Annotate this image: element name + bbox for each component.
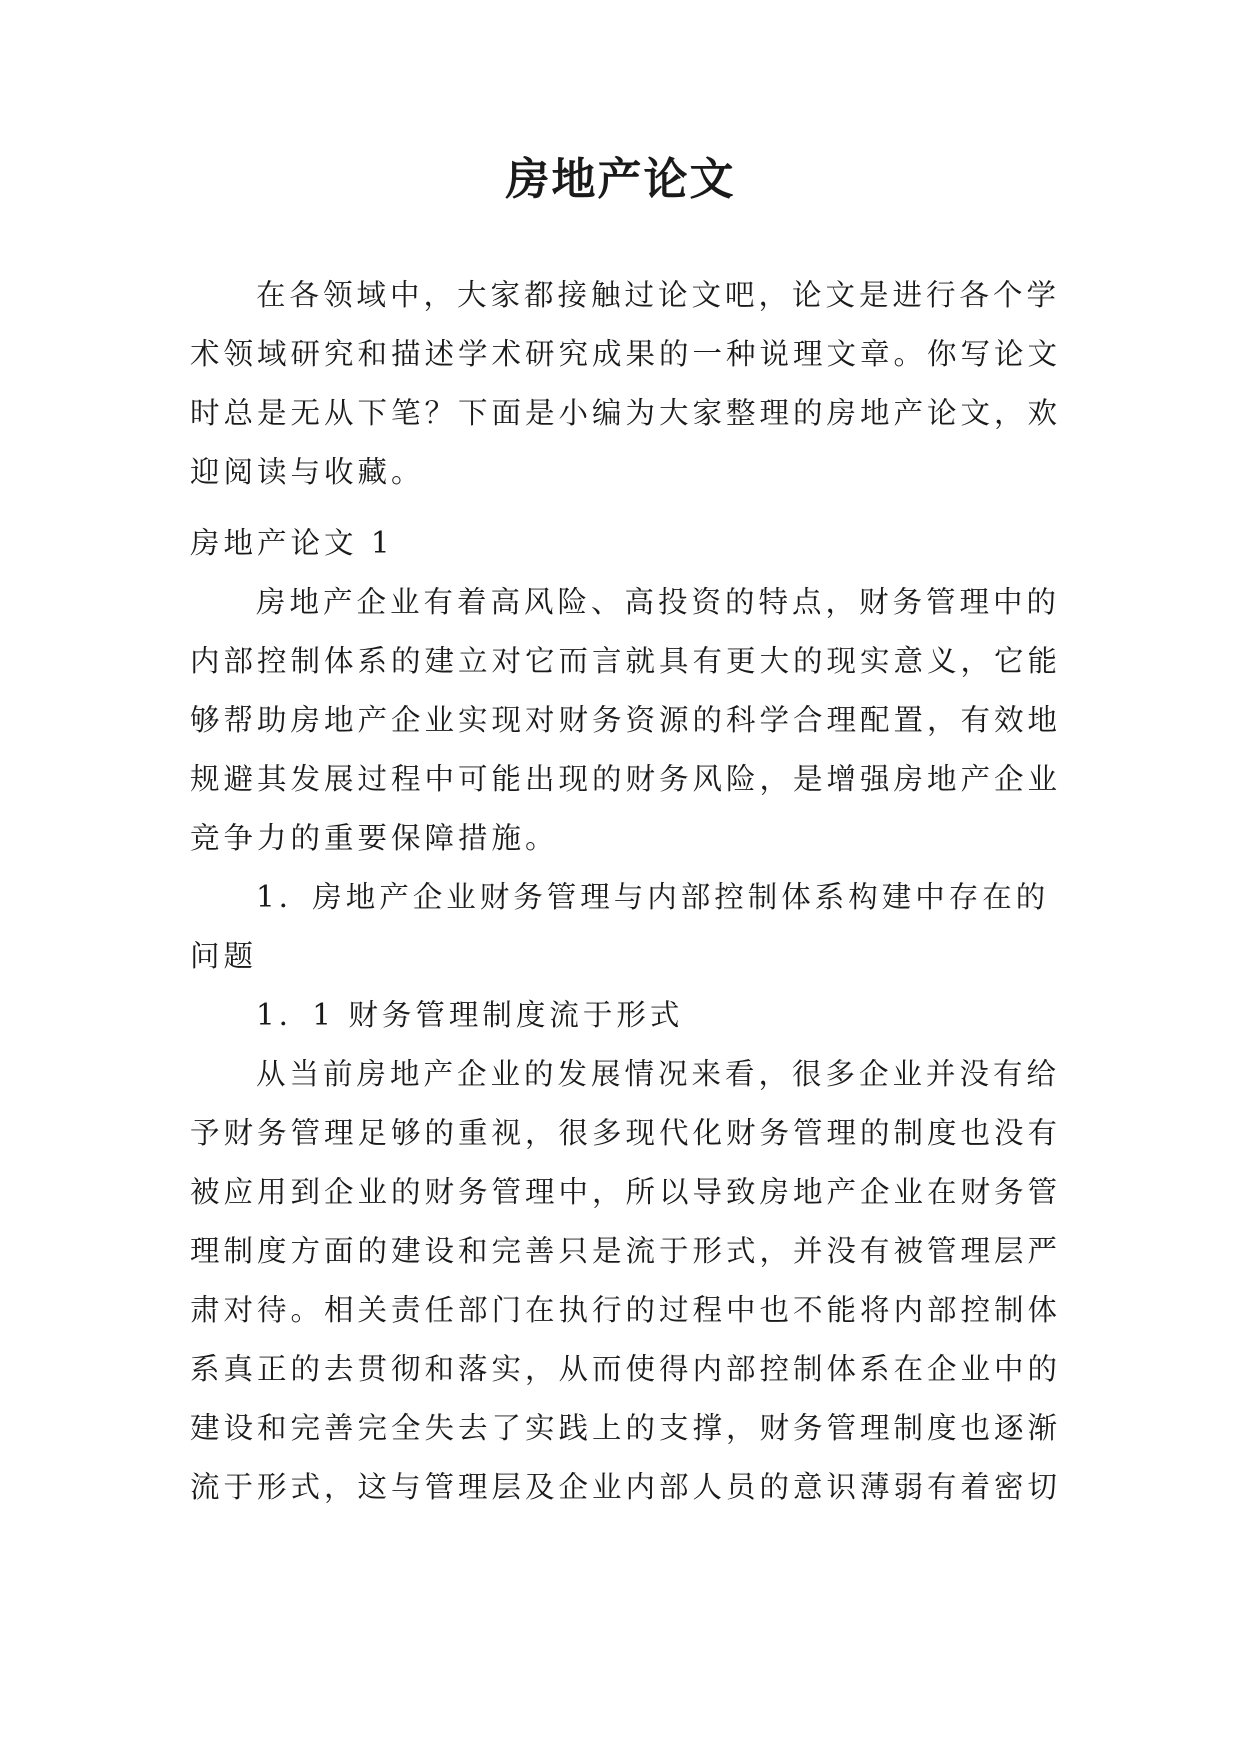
paragraph-line: 予财务管理足够的重视，很多现代化财务管理的制度也没有 xyxy=(190,1116,1062,1150)
paragraph-line: 流于形式，这与管理层及企业内部人员的意识薄弱有着密切 xyxy=(190,1470,1062,1504)
paragraph-line: 系真正的去贯彻和落实，从而使得内部控制体系在企业中的 xyxy=(190,1352,1062,1386)
section-block xyxy=(190,514,1062,1517)
paragraph-line: 肃对待。相关责任部门在执行的过程中也不能将内部控制体 xyxy=(190,1293,1062,1327)
document-title: 房地产论文 xyxy=(505,154,736,205)
intro-line: 在各领域中，大家都接触过论文吧，论文是进行各个学 xyxy=(256,278,1061,312)
intro-line: 术领域研究和描述学术研究成果的一种说理文章。你写论文 xyxy=(190,337,1062,371)
paragraph-line: 被应用到企业的财务管理中，所以导致房地产企业在财务管 xyxy=(190,1175,1062,1209)
heading-1-continued: 问题 xyxy=(190,939,258,973)
paragraph-line: 够帮助房地产企业实现对财务资源的科学合理配置，有效地 xyxy=(190,703,1062,737)
heading-1-1: 1．1 财务管理制度流于形式 xyxy=(256,998,684,1032)
intro-line: 时总是无从下笔？下面是小编为大家整理的房地产论文，欢 xyxy=(190,396,1062,430)
paragraph-line: 从当前房地产企业的发展情况来看，很多企业并没有给 xyxy=(256,1057,1061,1091)
paragraph-line: 竞争力的重要保障措施。 xyxy=(190,821,559,855)
paragraph-line: 理制度方面的建设和完善只是流于形式，并没有被管理层严 xyxy=(190,1234,1062,1268)
section-heading: 房地产论文 1 xyxy=(190,526,394,560)
paragraph-line: 房地产企业有着高风险、高投资的特点，财务管理中的 xyxy=(256,585,1061,619)
intro-paragraph xyxy=(190,266,1062,502)
heading-1: 1．房地产企业财务管理与内部控制体系构建中存在的 xyxy=(256,880,1050,914)
paragraph-line: 内部控制体系的建立对它而言就具有更大的现实意义，它能 xyxy=(190,644,1062,678)
paragraph-line: 建设和完善完全失去了实践上的支撑，财务管理制度也逐渐 xyxy=(190,1411,1062,1445)
intro-line: 迎阅读与收藏。 xyxy=(190,455,425,489)
paragraph-line: 规避其发展过程中可能出现的财务风险，是增强房地产企业 xyxy=(190,762,1062,796)
